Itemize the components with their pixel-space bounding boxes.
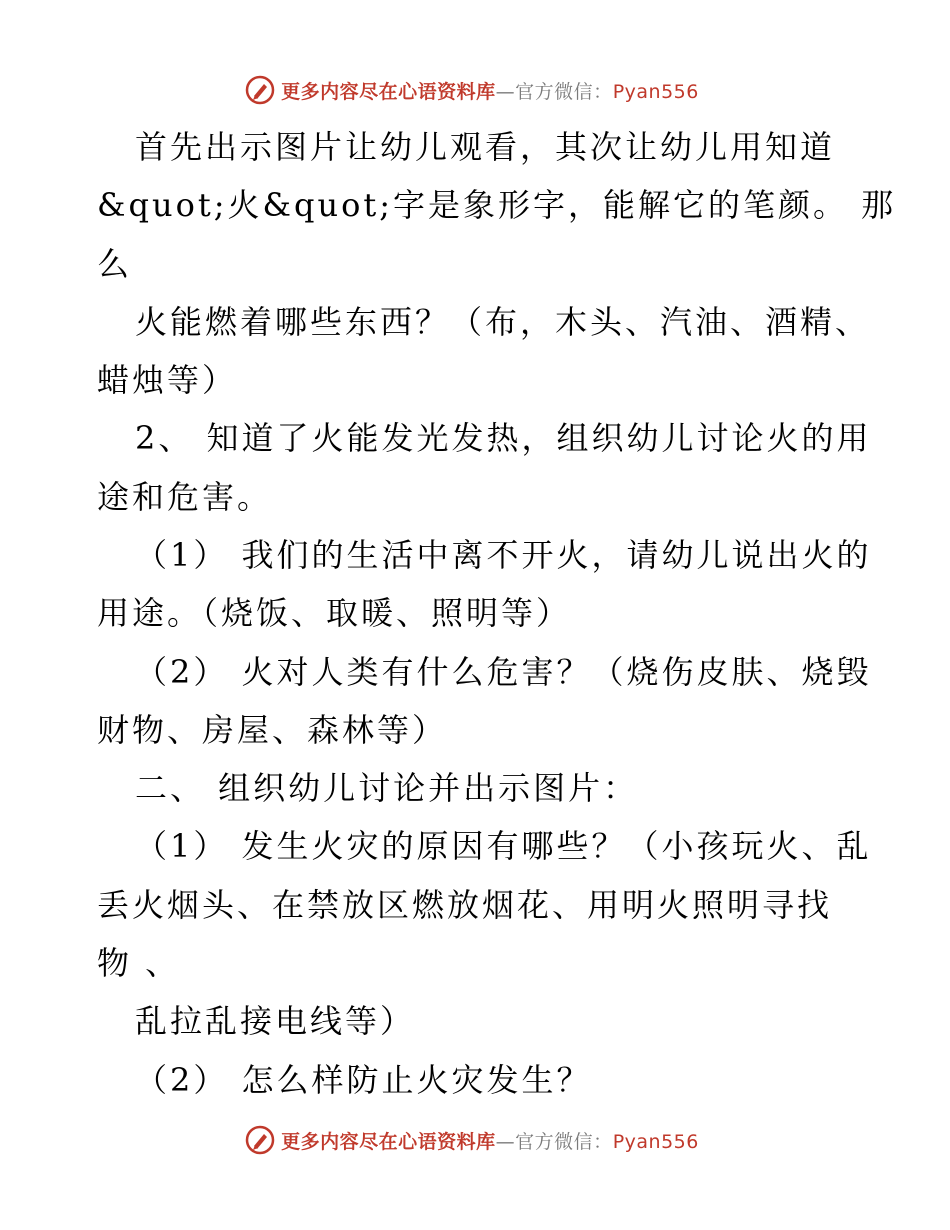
- text-line: 2、 知道了火能发光发热，组织幼儿讨论火的用: [135, 419, 872, 457]
- text-line: 蜡烛等）: [97, 361, 238, 399]
- text-line: 乱拉乱接电线等）: [135, 1002, 416, 1040]
- watermark-text: 更多内容尽在心语资料库—官方微信：Pyan556: [281, 80, 699, 103]
- text-line: &quot;火&quot;字是象形字，能解它的笔颜。 那: [97, 186, 897, 224]
- text-line: 物 、: [97, 944, 181, 982]
- header-watermark: [0, 70, 950, 110]
- text-line: 火能燃着哪些东西？（布，木头、汽油、酒精、: [135, 303, 871, 341]
- text-line: 二、 组织幼儿讨论并出示图片：: [135, 769, 639, 807]
- watermark-group: [245, 75, 699, 105]
- pen-logo-icon: [245, 1125, 275, 1155]
- text-line: （1） 我们的生活中离不开火，请幼儿说出火的: [135, 536, 872, 574]
- text-line: 财物、房屋、森林等）: [97, 711, 448, 749]
- text-line: 用途。（烧饭、取暖、照明等）: [97, 594, 572, 632]
- text-line: 首先出示图片让幼儿观看，其次让幼儿用知道: [135, 128, 836, 166]
- text-line: 途和危害。: [97, 478, 273, 516]
- watermark-group: [245, 1125, 699, 1155]
- footer-watermark: [0, 1120, 950, 1160]
- text-line: 么: [97, 245, 133, 283]
- text-line: （1） 发生火灾的原因有哪些？（小孩玩火、乱: [135, 827, 872, 865]
- text-line: （2） 怎么样防止火灾发生？: [135, 1061, 592, 1099]
- text-line: 丢火烟头、在禁放区燃放烟花、用明火照明寻找: [97, 886, 833, 924]
- watermark-text: 更多内容尽在心语资料库—官方微信：Pyan556: [281, 1130, 699, 1153]
- pen-logo-icon: [245, 75, 275, 105]
- text-line: （2） 火对人类有什么危害？（烧伤皮肤、烧毁: [135, 653, 872, 691]
